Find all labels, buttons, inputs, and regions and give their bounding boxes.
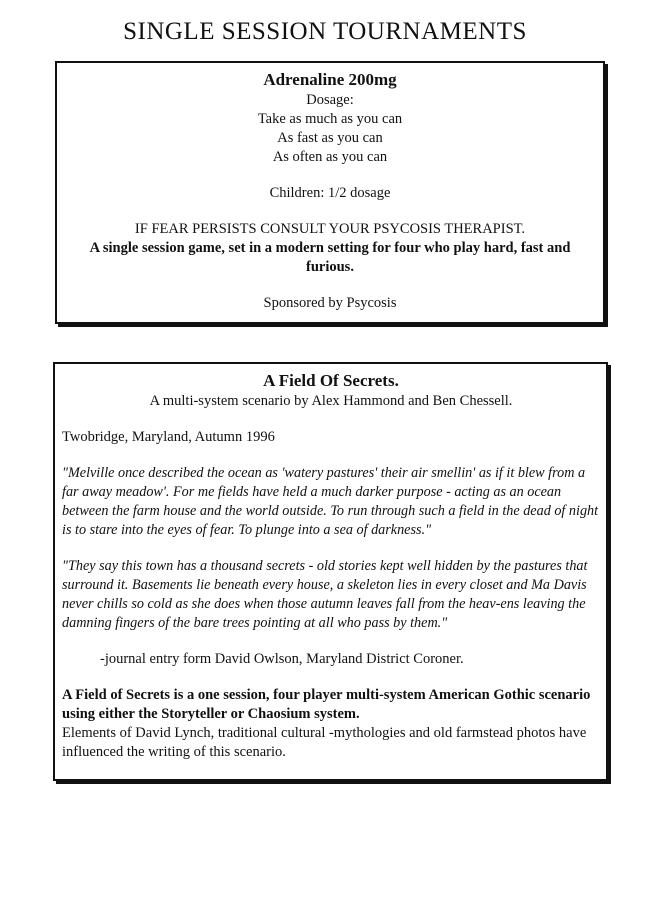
sponsor-line: Sponsored by Psycosis	[263, 295, 397, 311]
adrenaline-box	[55, 61, 605, 324]
field-of-secrets-box	[53, 362, 608, 781]
field-summary: A Field of Secrets is a one session, four player multi-system American Gothic scenario using either the Storyteller or Chaosium system.	[62, 687, 591, 722]
fear-warning: IF FEAR PERSISTS CONSULT YOUR PSYCOSIS THERAPIST.	[134, 221, 526, 237]
field-influences: Elements of David Lynch, traditional cultural -mythologies and old farmstead photos have influenced the writing of this scenario.	[62, 725, 587, 760]
dosage-line: As fast as you can	[277, 130, 383, 146]
adrenaline-title: Adrenaline 200mg	[263, 70, 397, 89]
field-quote-melville: "Melville once described the ocean as 'watery pastures' their air smellin' as if it blew from a far away meadow'. For me fields have held a much darker purpose - acting as an ocean between the farm house and the world outside. To run through such a field in the dead of night is to stare into the eyes of fear. To plunge into a sea of darkness."	[62, 465, 599, 538]
dosage-line: Take as much as you can	[257, 111, 403, 127]
dosage-label: Dosage:	[306, 92, 354, 108]
page-title: SINGLE SESSION TOURNAMENTS	[123, 18, 527, 45]
dosage-line: As often as you can	[272, 149, 388, 165]
field-title: A Field Of Secrets.	[263, 371, 399, 390]
field-attribution: -journal entry form David Owlson, Maryland District Coroner.	[100, 651, 464, 667]
field-quote-town: "They say this town has a thousand secrets - old stories kept well hidden by the pastures that surround it. Basements lie beneath every house, a skeleton lies in every closet and Ma Davis never chills so cold as she does when those autumn leaves fall from the heav-ens leaving the damning fingers of the bare trees pointing at all who pass by them."	[62, 558, 588, 631]
children-dosage: Children: 1/2 dosage	[269, 185, 391, 201]
field-byline: A multi-system scenario by Alex Hammond and Ben Chessell.	[149, 393, 513, 409]
field-setting: Twobridge, Maryland, Autumn 1996	[62, 429, 275, 445]
adrenaline-description: A single session game, set in a modern setting for four who play hard, fast and furious.	[89, 240, 571, 275]
